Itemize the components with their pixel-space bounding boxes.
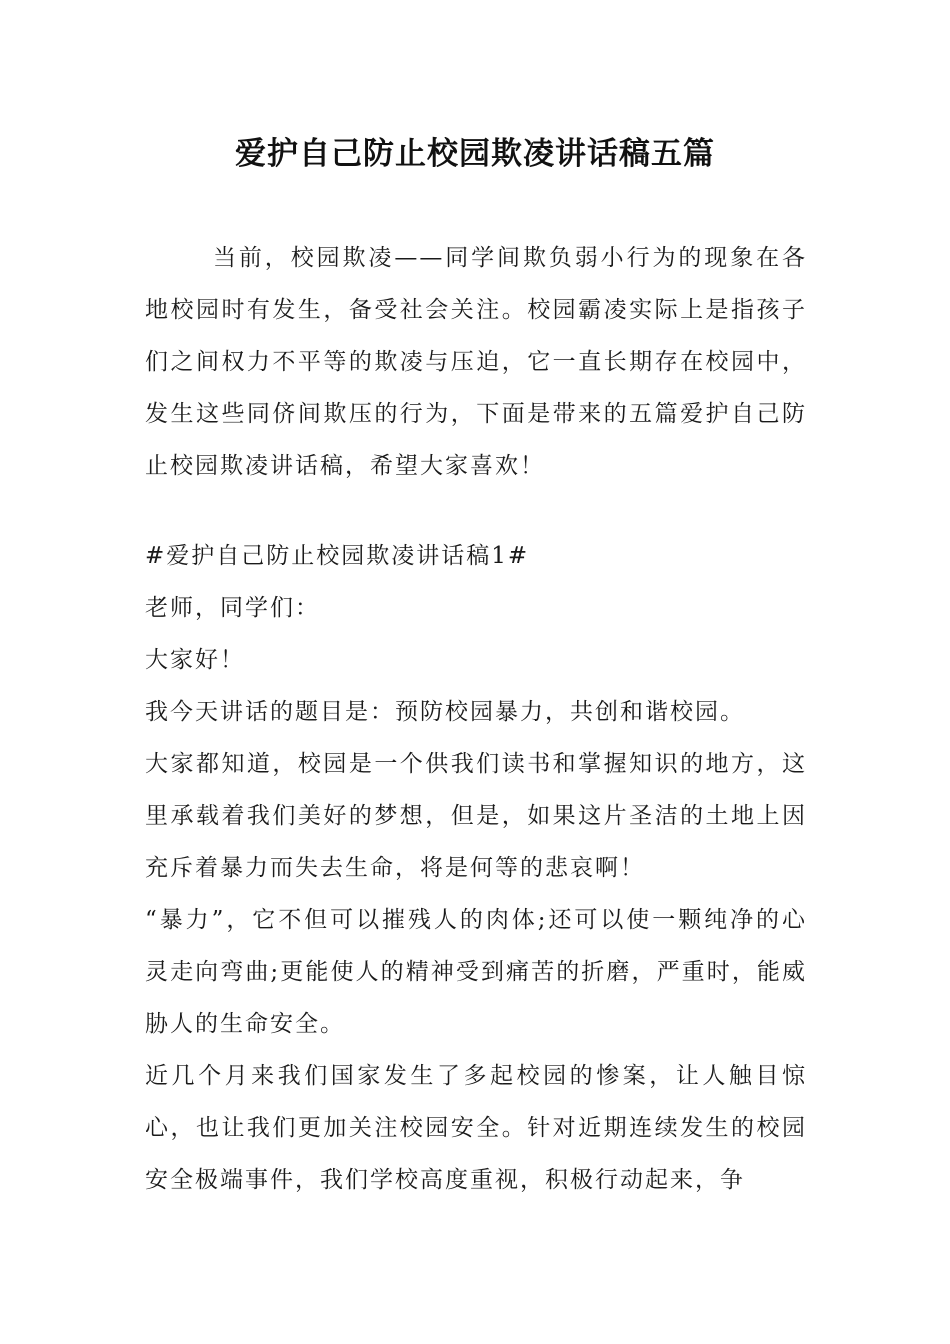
body-paragraph: 大家都知道，校园是一个供我们读书和掌握知识的地方，这里承载着我们美好的梦想，但是，如果这片圣洁的土地上因充斥着暴力而失去生命，将是何等的悲哀啊！	[145, 751, 807, 881]
speech-section-1	[145, 530, 807, 1206]
body-paragraph: “暴力”，它不但可以摧残人的肉体;还可以使一颗纯净的心灵走向弯曲;更能使人的精神受到痛苦的折磨，严重时，能威胁人的生命安全。	[145, 907, 807, 1037]
section-heading: #爱护自己防止校园欺凌讲话稿1#	[145, 543, 530, 569]
salutation: 老师，同学们：	[145, 595, 320, 621]
speech-topic: 我今天讲话的题目是：预防校园暴力，共创和谐校园。	[145, 699, 745, 725]
document-title: 爱护自己防止校园欺凌讲话稿五篇	[235, 136, 715, 172]
intro-paragraph: 当前，校园欺凌——同学间欺负弱小行为的现象在各地校园时有发生，备受社会关注。校园霸凌实际上是指孩子们之间权力不平等的欺凌与压迫，它一直长期存在校园中，发生这些同侪间欺压的行为，下面是带来的五篇爱护自己防止校园欺凌讲话稿，希望大家喜欢！	[145, 245, 807, 479]
body-paragraph: 近几个月来我们国家发生了多起校园的惨案，让人触目惊心，也让我们更加关注校园安全。针对近期连续发生的校园安全极端事件，我们学校高度重视，积极行动起来，争	[145, 1063, 807, 1193]
greeting: 大家好！	[145, 647, 245, 673]
